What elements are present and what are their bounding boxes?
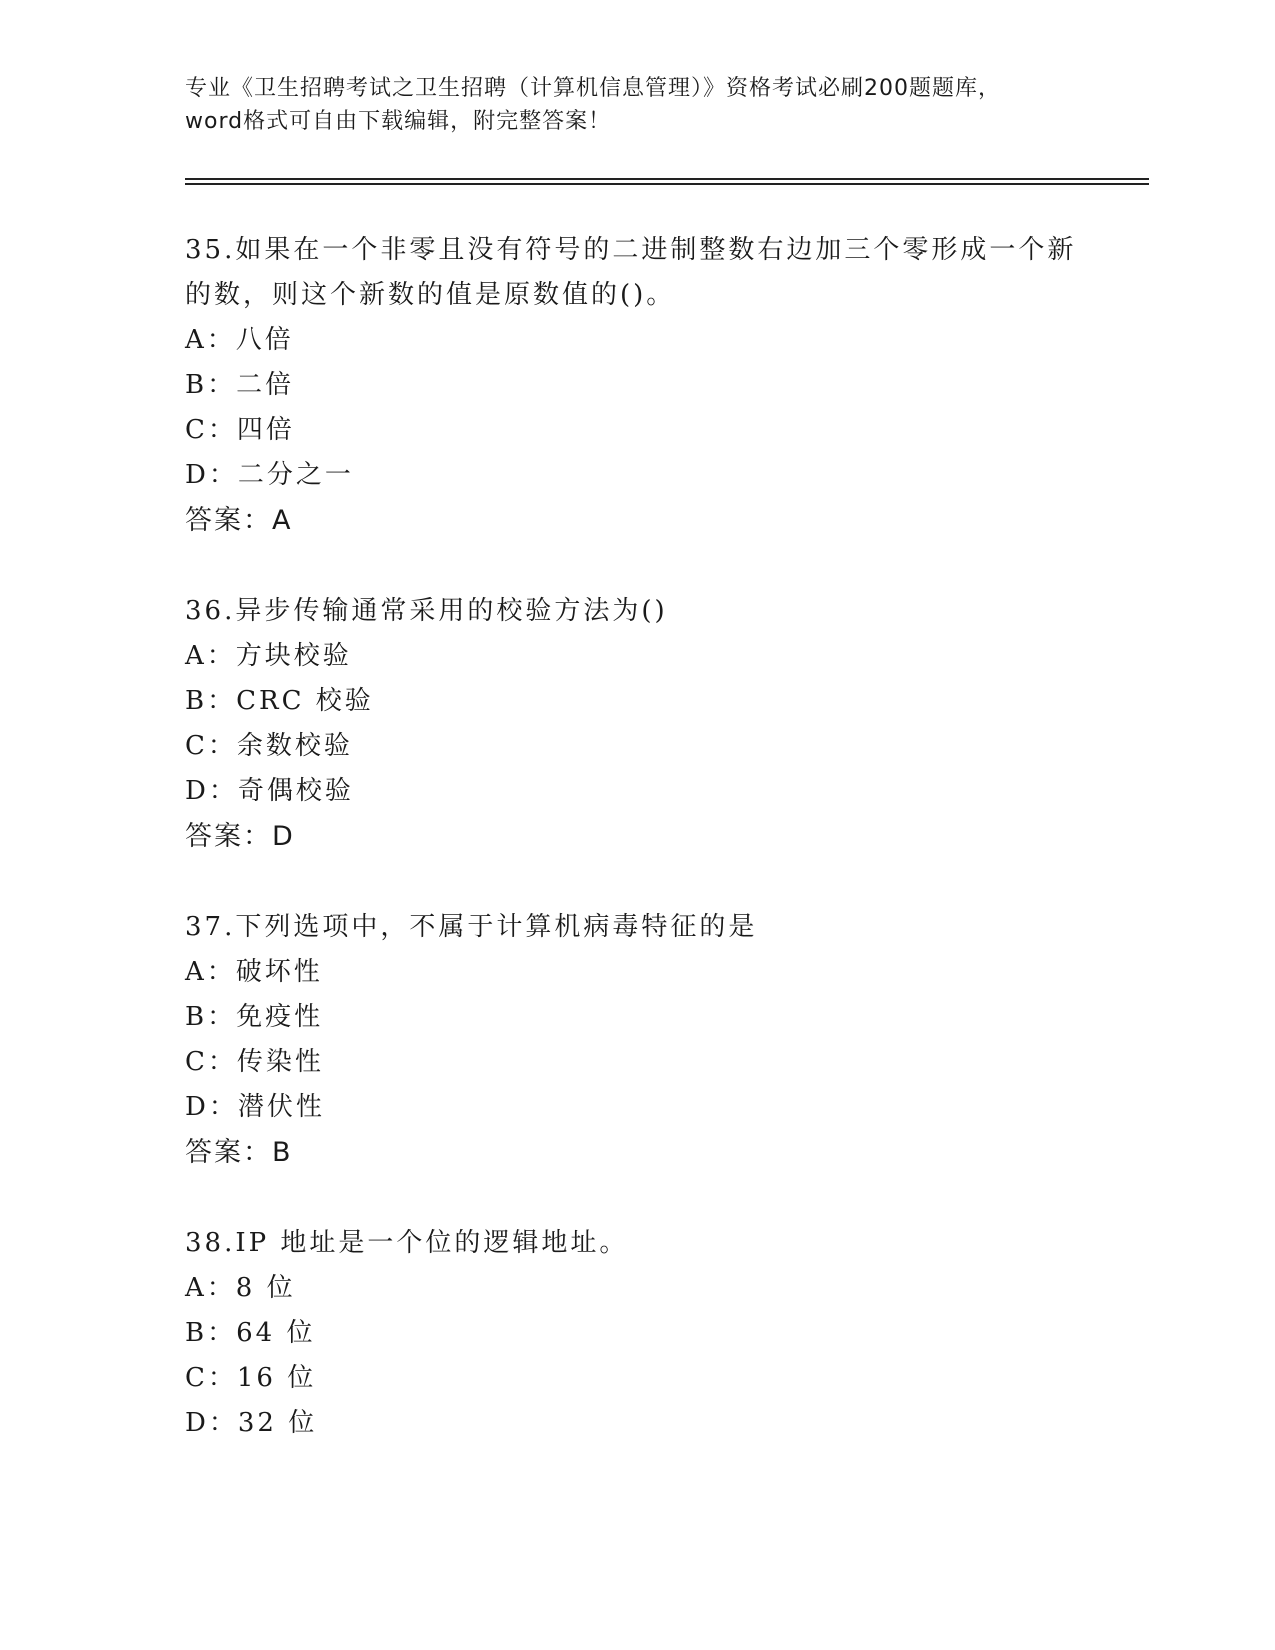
option-d: D：二分之一 (185, 460, 354, 490)
question-stem: 37.下列选项中，不属于计算机病毒特征的是 (185, 912, 758, 942)
question-35 (185, 228, 1085, 543)
option-b: B：CRC 校验 (185, 686, 374, 716)
document-header (185, 72, 1085, 138)
header-divider-top (185, 178, 1149, 180)
option-d: D：奇偶校验 (185, 776, 354, 806)
option-d: D：潜伏性 (185, 1092, 325, 1122)
option-c: C：四倍 (185, 415, 295, 445)
question-36 (185, 589, 1085, 859)
option-a: A：破坏性 (185, 957, 323, 987)
option-a: A：八倍 (185, 325, 294, 355)
question-stem: 36.异步传输通常采用的校验方法为() (185, 596, 668, 626)
question-37 (185, 905, 1085, 1175)
option-c: C：余数校验 (185, 731, 353, 761)
answer: 答案：D (185, 821, 295, 852)
option-a: A：8 位 (185, 1273, 296, 1303)
option-d: D：32 位 (185, 1408, 318, 1438)
option-c: C：16 位 (185, 1363, 317, 1393)
option-c: C：传染性 (185, 1047, 324, 1077)
option-a: A：方块校验 (185, 641, 352, 671)
question-38 (185, 1221, 1085, 1446)
header-line-2: word格式可自由下载编辑，附完整答案！ (185, 109, 612, 134)
answer: 答案：B (185, 1137, 293, 1168)
option-b: B：二倍 (185, 370, 295, 400)
answer: 答案：A (185, 505, 293, 536)
header-divider-bottom (185, 183, 1149, 185)
question-stem: 38.IP 地址是一个位的逻辑地址。 (185, 1228, 629, 1258)
question-stem: 的数，则这个新数的值是原数值的()。 (185, 280, 676, 310)
option-b: B：免疫性 (185, 1002, 324, 1032)
question-stem: 35.如果在一个非零且没有符号的二进制整数右边加三个零形成一个新 (185, 235, 1077, 265)
header-line-1: 专业《卫生招聘考试之卫生招聘（计算机信息管理）》资格考试必刷200题题库， (185, 76, 1001, 101)
option-b: B：64 位 (185, 1318, 316, 1348)
